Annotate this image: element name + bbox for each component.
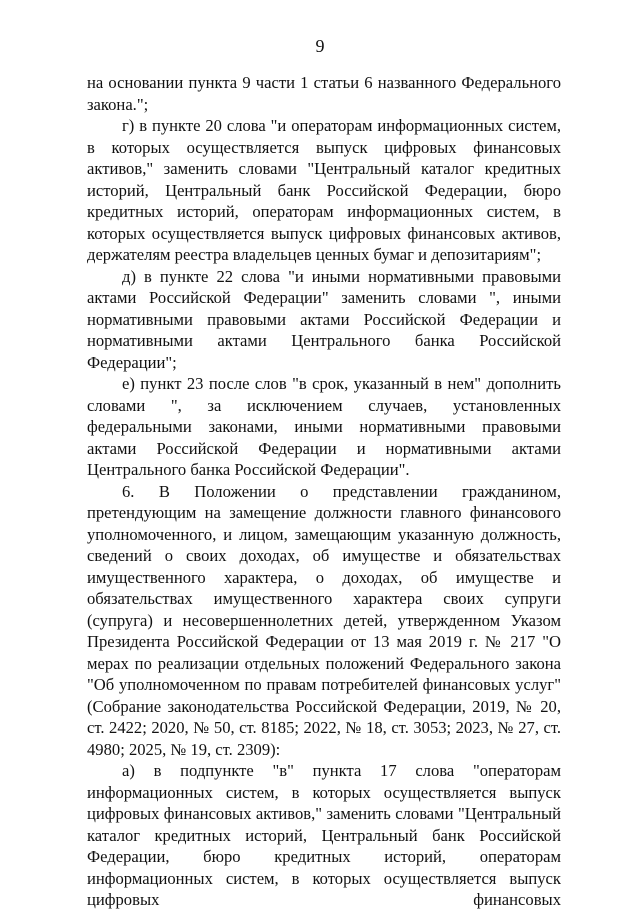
- paragraph-item-a: а) в подпункте "в" пункта 17 слова "операторам информационных систем, в которых осуществляется выпуск цифровых финансовых активов," заменить словами "Центральный каталог кредитных историй, Центральный банк Российской Федерации, бюро кредитных историй, операторам информационных систем, в которых осуществляется выпуск цифровых финансовых: [87, 761, 561, 909]
- paragraph-item-e: е) пункт 23 после слов "в срок, указанный в нем" дополнить словами ", за исключением случаев, установленных федеральными законами, иными нормативными правовыми актами Российской Федерации и нормативными актами Центрального банка Российской Федерации".: [87, 374, 561, 479]
- paragraph-item-d: д) в пункте 22 слова "и иными нормативными правовыми актами Российской Федерации" заменить словами ", иными нормативными правовыми актами Российской Федерации и нормативными актами Центрального банка Российской Федерации";: [87, 266, 561, 372]
- paragraph-continuation: на основании пункта 9 части 1 статьи 6 названного Федерального закона.";: [87, 73, 561, 114]
- document-body: [87, 72, 561, 911]
- paragraph-section-6: 6. В Положении о представлении гражданином, претендующим на замещение должности главного финансового уполномоченного, и лицом, замещающим указанную должность, сведений о своих доходах, об имуществе и обязательствах имущественного характера, о доходах, об имуществе и обязательствах имущественного характера своих супруги (супруга) и несовершеннолетних детей, утвержденном Указом Президента Российской Федерации от 13 мая 2019 г. № 217 "О мерах по реализации отдельных положений Федерального закона "Об уполномоченном по правам потребителей финансовых услуг" (Собрание законодательства Российской Федерации, 2019, № 20, ст. 2422; 2020, № 50, ст. 8185; 2022, № 18, ст. 3053; 2023, № 27, ст. 4980; 2025, № 19, ст. 2309):: [87, 481, 561, 759]
- paragraph-item-g: г) в пункте 20 слова "и операторам информационных систем, в которых осуществляется выпуск цифровых финансовых активов," заменить словами "Центральный каталог кредитных историй, Центральный банк Российской Федерации, бюро кредитных историй, операторам информационных систем, в которых осуществляется выпуск цифровых финансовых активов, держателям реестра владельцев ценных бумаг и депозитариям";: [87, 116, 561, 264]
- page-number: 9: [315, 36, 325, 56]
